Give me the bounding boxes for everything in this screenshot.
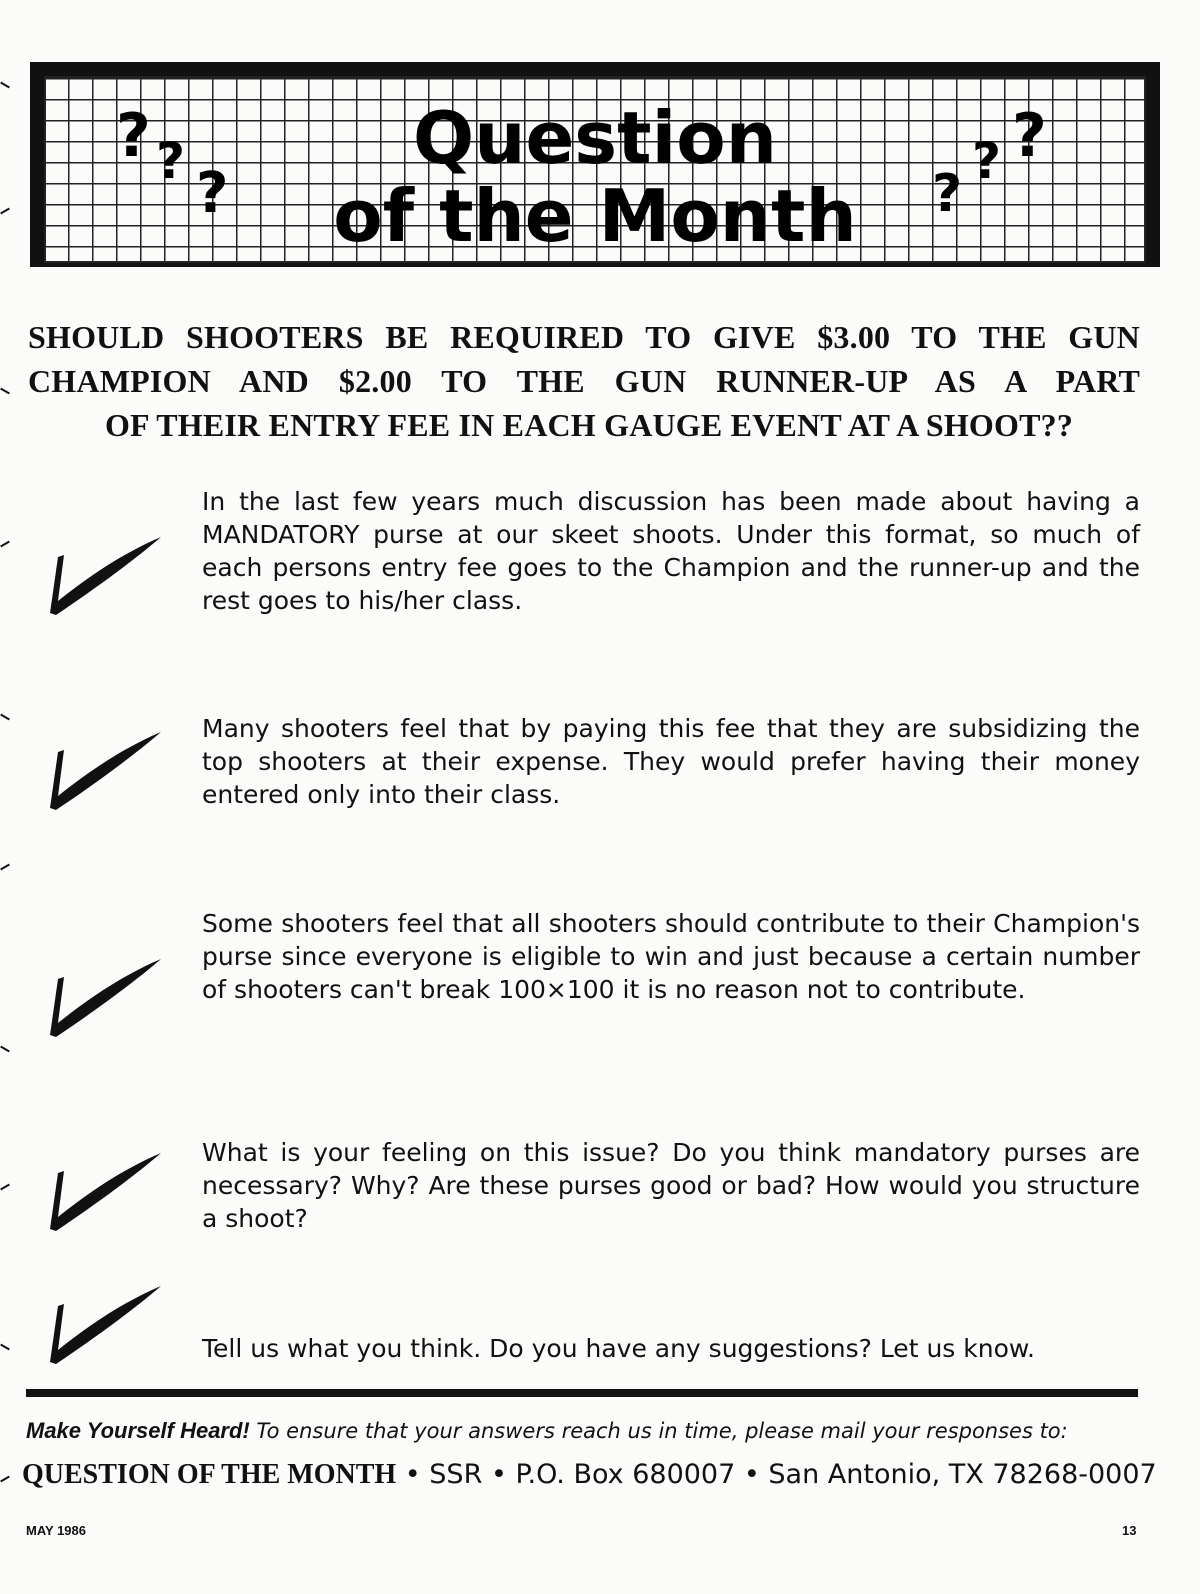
address-part: SSR xyxy=(429,1459,483,1490)
margin-mark xyxy=(0,1476,10,1483)
banner-title-line1: Question xyxy=(413,96,777,180)
margin-mark xyxy=(0,1046,10,1053)
margin-mark xyxy=(0,1184,10,1191)
headline-line: SHOULD SHOOTERS BE REQUIRED TO GIVE $3.00 TO THE GUN xyxy=(28,319,1140,355)
address-part: P.O. Box 680007 xyxy=(515,1459,736,1490)
make-yourself-heard: Make Yourself Heard! xyxy=(26,1418,250,1443)
checkmark-icon xyxy=(48,730,163,810)
item-text: Tell us what you think. Do you have any suggestions? Let us know. xyxy=(202,1334,1035,1363)
bullet-separator: • xyxy=(490,1459,507,1490)
question-mark-icon: ? xyxy=(932,164,963,224)
banner-title-line2: of the Month xyxy=(333,174,857,258)
question-mark-icon: ? xyxy=(116,101,151,171)
headline-line: CHAMPION AND $2.00 TO THE GUN RUNNER-UP AS A PART xyxy=(28,363,1140,399)
mailing-address xyxy=(22,1459,1162,1491)
margin-mark xyxy=(0,208,10,215)
item-text: Some shooters feel that all shooters should contribute to their Champion's purse since everyone is eligible to win and just because a certain number of shooters can't break 100×100 it is no reason not to contribute. xyxy=(202,909,1140,1004)
item-text: In the last few years much discussion has been made about having a MANDATORY purse at our skeet shoots. Under this format, so much of each persons entry fee goes to the Champion and the runner-up and the rest goes to his/her class. xyxy=(202,487,1140,615)
headline-line: OF THEIR ENTRY FEE IN EACH GAUGE EVENT AT A SHOOT?? xyxy=(104,407,1074,443)
headline-question xyxy=(28,315,1140,447)
margin-mark xyxy=(0,388,10,395)
banner-grid xyxy=(44,76,1146,263)
checkmark-icon xyxy=(48,535,163,615)
margin-mark xyxy=(0,541,10,548)
question-mark-icon: ? xyxy=(196,161,229,226)
page-number: 13 xyxy=(1122,1523,1137,1538)
mail-instructions-text: To ensure that your answers reach us in time, please mail your responses to: xyxy=(249,1419,1068,1443)
question-mark-icon: ? xyxy=(1012,101,1047,171)
item-text: Many shooters feel that by paying this fee that they are subsidizing the top shooters at their expense. They would prefer having their money entered only into their class. xyxy=(202,714,1140,809)
address-part: San Antonio, TX 78268-0007 xyxy=(768,1459,1157,1490)
mail-instructions xyxy=(26,1418,1166,1444)
address-recipient: QUESTION OF THE MONTH xyxy=(22,1459,397,1490)
checkmark-icon xyxy=(48,957,163,1037)
issue-date: MAY 1986 xyxy=(26,1523,86,1538)
bullet-separator: • xyxy=(743,1459,760,1490)
margin-mark xyxy=(0,714,10,721)
question-mark-icon: ? xyxy=(156,132,186,190)
question-mark-icon: ? xyxy=(972,132,1002,190)
title-banner xyxy=(30,62,1160,267)
checkmark-icon xyxy=(48,1151,163,1231)
bullet-separator: • xyxy=(404,1459,421,1490)
checkmark-icon xyxy=(48,1284,163,1364)
margin-mark xyxy=(0,82,10,89)
margin-mark xyxy=(0,1344,10,1351)
margin-mark xyxy=(0,864,10,871)
item-text: What is your feeling on this issue? Do you think mandatory purses are necessary? Why? Are these purses good or bad? How would you structure a shoot? xyxy=(202,1138,1140,1233)
divider xyxy=(26,1389,1138,1397)
